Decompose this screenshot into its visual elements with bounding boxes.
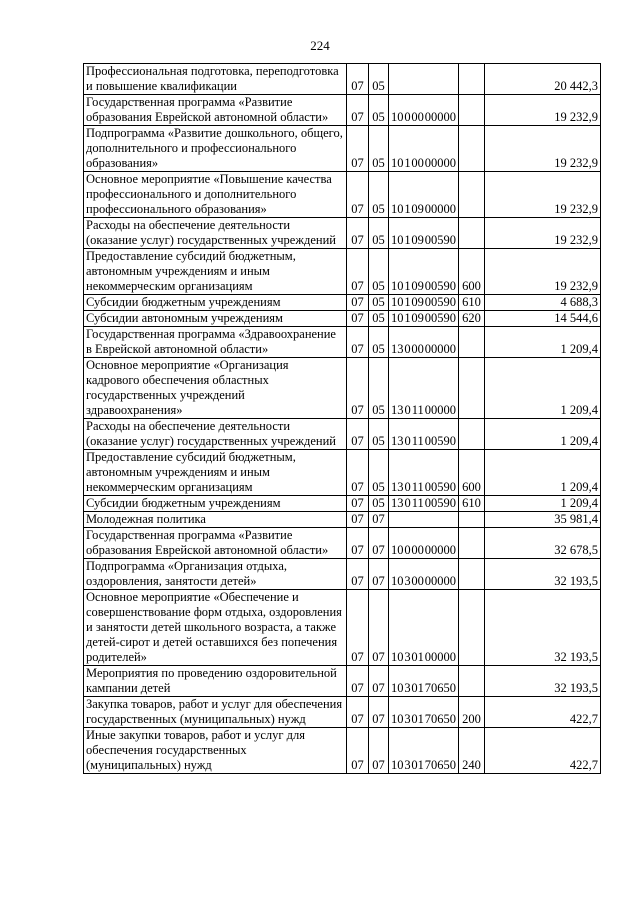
- table-row: [84, 327, 601, 358]
- program-code: 10: [391, 311, 404, 325]
- program-code: 10: [391, 110, 404, 124]
- expense-type-code: [459, 126, 485, 172]
- table-row: [84, 590, 601, 666]
- amount-value: 422,7: [485, 728, 601, 774]
- program-code: 10: [391, 543, 404, 557]
- expense-name: Подпрограмма «Развитие дошкольного, общего, дополнительного и профессионального образования»: [84, 126, 347, 172]
- target-article-code: [389, 419, 459, 450]
- table-row: [84, 64, 601, 95]
- subsection-code: 07: [369, 728, 389, 774]
- amount-value: 19 232,9: [485, 95, 601, 126]
- section-code: 07: [347, 358, 369, 419]
- activity-code: 00: [411, 110, 424, 124]
- expense-type-code: 610: [459, 496, 485, 512]
- amount-value: 19 232,9: [485, 249, 601, 295]
- subsection-code: 07: [369, 512, 389, 528]
- expense-name: Государственная программа «Здравоохранение в Еврейской автономной области»: [84, 327, 347, 358]
- table-row: [84, 295, 601, 311]
- expense-type-code: [459, 512, 485, 528]
- target-article-code: [389, 697, 459, 728]
- subsection-code: 05: [369, 450, 389, 496]
- subsection-code: 05: [369, 218, 389, 249]
- target-article-code: [389, 559, 459, 590]
- subprogram-code: 3: [404, 681, 411, 695]
- direction-code: 00590: [424, 295, 456, 309]
- page-number: 224: [310, 38, 330, 53]
- subsection-code: 07: [369, 528, 389, 559]
- expense-type-code: 600: [459, 249, 485, 295]
- expense-name: Подпрограмма «Организация отдыха, оздоровления, занятости детей»: [84, 559, 347, 590]
- amount-value: 19 232,9: [485, 172, 601, 218]
- program-code: 10: [391, 156, 404, 170]
- expense-type-code: [459, 590, 485, 666]
- activity-code: 09: [411, 202, 424, 216]
- program-code: 10: [391, 650, 404, 664]
- expense-type-code: [459, 559, 485, 590]
- target-article-code: [389, 512, 459, 528]
- expense-name: Субсидии бюджетным учреждениям: [84, 496, 347, 512]
- direction-code: 00590: [424, 434, 456, 448]
- subsection-code: 05: [369, 311, 389, 327]
- activity-code: 01: [411, 758, 424, 772]
- subprogram-code: 0: [404, 543, 411, 557]
- table-row: [84, 218, 601, 249]
- program-code: 10: [391, 758, 404, 772]
- table-row: [84, 697, 601, 728]
- section-code: 07: [347, 95, 369, 126]
- subprogram-code: 1: [404, 202, 411, 216]
- target-article-code: [389, 358, 459, 419]
- amount-value: 20 442,3: [485, 64, 601, 95]
- subsection-code: 05: [369, 64, 389, 95]
- activity-code: 00: [411, 342, 424, 356]
- program-code: 10: [391, 233, 404, 247]
- target-article-code: [389, 450, 459, 496]
- target-article-code: [389, 249, 459, 295]
- subprogram-code: 3: [404, 712, 411, 726]
- direction-code: 00590: [424, 279, 456, 293]
- target-article-code: [389, 496, 459, 512]
- program-code: 13: [391, 480, 404, 494]
- activity-code: 00: [411, 574, 424, 588]
- amount-value: 1 209,4: [485, 358, 601, 419]
- subsection-code: 05: [369, 496, 389, 512]
- direction-code: 00590: [424, 311, 456, 325]
- activity-code: 00: [411, 543, 424, 557]
- target-article-code: [389, 666, 459, 697]
- amount-value: 422,7: [485, 697, 601, 728]
- program-code: 10: [391, 279, 404, 293]
- direction-code: 00000: [424, 650, 456, 664]
- direction-code: 00000: [424, 156, 456, 170]
- direction-code: 00000: [424, 202, 456, 216]
- section-code: 07: [347, 64, 369, 95]
- target-article-code: [389, 728, 459, 774]
- program-code: 10: [391, 712, 404, 726]
- amount-value: 1 209,4: [485, 496, 601, 512]
- section-code: 07: [347, 249, 369, 295]
- section-code: 07: [347, 666, 369, 697]
- table-row: [84, 528, 601, 559]
- program-code: 10: [391, 295, 404, 309]
- section-code: 07: [347, 590, 369, 666]
- amount-value: 35 981,4: [485, 512, 601, 528]
- subsection-code: 05: [369, 249, 389, 295]
- subprogram-code: 3: [404, 758, 411, 772]
- program-code: 10: [391, 574, 404, 588]
- expense-type-code: 610: [459, 295, 485, 311]
- target-article-code: [389, 126, 459, 172]
- section-code: 07: [347, 512, 369, 528]
- section-code: 07: [347, 559, 369, 590]
- section-code: 07: [347, 327, 369, 358]
- expense-type-code: [459, 419, 485, 450]
- section-code: 07: [347, 496, 369, 512]
- table-row: [84, 172, 601, 218]
- table-row: [84, 419, 601, 450]
- expense-name: Мероприятия по проведению оздоровительной кампании детей: [84, 666, 347, 697]
- direction-code: 70650: [424, 712, 456, 726]
- amount-value: 32 193,5: [485, 559, 601, 590]
- direction-code: 70650: [424, 758, 456, 772]
- expense-name: Иные закупки товаров, работ и услуг для обеспечения государственных (муниципальных) нужд: [84, 728, 347, 774]
- amount-value: 1 209,4: [485, 450, 601, 496]
- target-article-code: [389, 528, 459, 559]
- expense-name: Государственная программа «Развитие образования Еврейской автономной области»: [84, 528, 347, 559]
- target-article-code: [389, 295, 459, 311]
- expense-name: Предоставление субсидий бюджетным, автономным учреждениям и иным некоммерческим организациям: [84, 450, 347, 496]
- table-row: [84, 666, 601, 697]
- program-code: 13: [391, 342, 404, 356]
- table-row: [84, 126, 601, 172]
- subprogram-code: 3: [404, 574, 411, 588]
- activity-code: 01: [411, 712, 424, 726]
- expense-name: Расходы на обеспечение деятельности (оказание услуг) государственных учреждений: [84, 218, 347, 249]
- amount-value: 32 193,5: [485, 666, 601, 697]
- activity-code: 01: [411, 681, 424, 695]
- target-article-code: [389, 311, 459, 327]
- activity-code: 09: [411, 295, 424, 309]
- section-code: 07: [347, 697, 369, 728]
- expense-name: Основное мероприятие «Обеспечение и совершенствование форм отдыха, оздоровления и занятости детей школьного возраста, а также детей-сирот и детей оставшихся без попечения родителей»: [84, 590, 347, 666]
- table-row: [84, 496, 601, 512]
- subsection-code: 05: [369, 419, 389, 450]
- program-code: 10: [391, 202, 404, 216]
- section-code: 07: [347, 172, 369, 218]
- expense-type-code: [459, 172, 485, 218]
- activity-code: 09: [411, 233, 424, 247]
- program-code: 13: [391, 496, 404, 510]
- program-code: 10: [391, 681, 404, 695]
- target-article-code: [389, 218, 459, 249]
- activity-code: 09: [411, 311, 424, 325]
- section-code: 07: [347, 419, 369, 450]
- activity-code: 11: [411, 434, 424, 448]
- activity-code: 00: [411, 156, 424, 170]
- amount-value: 4 688,3: [485, 295, 601, 311]
- expense-type-code: [459, 528, 485, 559]
- expense-name: Субсидии бюджетным учреждениям: [84, 295, 347, 311]
- section-code: 07: [347, 218, 369, 249]
- activity-code: 09: [411, 279, 424, 293]
- direction-code: 00000: [424, 403, 456, 417]
- expense-type-code: 240: [459, 728, 485, 774]
- target-article-code: [389, 64, 459, 95]
- table-row: [84, 358, 601, 419]
- table-row: [84, 559, 601, 590]
- expense-name: Профессиональная подготовка, переподготовка и повышение квалификации: [84, 64, 347, 95]
- subprogram-code: 0: [404, 480, 411, 494]
- direction-code: 00000: [424, 574, 456, 588]
- direction-code: 70650: [424, 681, 456, 695]
- subprogram-code: 1: [404, 279, 411, 293]
- budget-table: [83, 63, 601, 774]
- target-article-code: [389, 172, 459, 218]
- activity-code: 11: [411, 480, 424, 494]
- table-row: [84, 249, 601, 295]
- subsection-code: 05: [369, 327, 389, 358]
- expense-name: Субсидии автономным учреждениям: [84, 311, 347, 327]
- direction-code: 00590: [424, 496, 456, 510]
- expense-name: Расходы на обеспечение деятельности (оказание услуг) государственных учреждений: [84, 419, 347, 450]
- direction-code: 00000: [424, 342, 456, 356]
- subprogram-code: 0: [404, 403, 411, 417]
- section-code: 07: [347, 126, 369, 172]
- amount-value: 14 544,6: [485, 311, 601, 327]
- amount-value: 19 232,9: [485, 218, 601, 249]
- budget-table-body: [84, 64, 601, 774]
- activity-code: 11: [411, 496, 424, 510]
- direction-code: 00590: [424, 480, 456, 494]
- target-article-code: [389, 95, 459, 126]
- direction-code: 00590: [424, 233, 456, 247]
- subprogram-code: 1: [404, 311, 411, 325]
- expense-type-code: [459, 327, 485, 358]
- amount-value: 32 193,5: [485, 590, 601, 666]
- subsection-code: 05: [369, 172, 389, 218]
- amount-value: 1 209,4: [485, 327, 601, 358]
- direction-code: 00000: [424, 543, 456, 557]
- subsection-code: 07: [369, 666, 389, 697]
- program-code: 13: [391, 403, 404, 417]
- subprogram-code: 3: [404, 650, 411, 664]
- subprogram-code: 1: [404, 233, 411, 247]
- table-row: [84, 728, 601, 774]
- subsection-code: 05: [369, 295, 389, 311]
- direction-code: 00000: [424, 110, 456, 124]
- expense-type-code: [459, 64, 485, 95]
- expense-type-code: 620: [459, 311, 485, 327]
- expense-type-code: [459, 358, 485, 419]
- subprogram-code: 1: [404, 295, 411, 309]
- section-code: 07: [347, 450, 369, 496]
- expense-type-code: [459, 218, 485, 249]
- subsection-code: 05: [369, 358, 389, 419]
- subsection-code: 07: [369, 697, 389, 728]
- expense-name: Государственная программа «Развитие образования Еврейской автономной области»: [84, 95, 347, 126]
- subsection-code: 05: [369, 126, 389, 172]
- subsection-code: 07: [369, 590, 389, 666]
- table-row: [84, 311, 601, 327]
- table-row: [84, 95, 601, 126]
- section-code: 07: [347, 295, 369, 311]
- section-code: 07: [347, 528, 369, 559]
- subprogram-code: 0: [404, 496, 411, 510]
- program-code: 13: [391, 434, 404, 448]
- section-code: 07: [347, 311, 369, 327]
- expense-name: Предоставление субсидий бюджетным, автономным учреждениям и иным некоммерческим организациям: [84, 249, 347, 295]
- subprogram-code: 0: [404, 434, 411, 448]
- expense-type-code: 200: [459, 697, 485, 728]
- amount-value: 32 678,5: [485, 528, 601, 559]
- expense-name: Закупка товаров, работ и услуг для обеспечения государственных (муниципальных) нужд: [84, 697, 347, 728]
- table-row: [84, 450, 601, 496]
- expense-type-code: [459, 666, 485, 697]
- section-code: 07: [347, 728, 369, 774]
- table-row: [84, 512, 601, 528]
- amount-value: 19 232,9: [485, 126, 601, 172]
- amount-value: 1 209,4: [485, 419, 601, 450]
- expense-name: Основное мероприятие «Повышение качества профессионального и дополнительного профессионального образования»: [84, 172, 347, 218]
- subprogram-code: 0: [404, 110, 411, 124]
- target-article-code: [389, 590, 459, 666]
- target-article-code: [389, 327, 459, 358]
- subprogram-code: 0: [404, 342, 411, 356]
- subsection-code: 05: [369, 95, 389, 126]
- expense-name: Основное мероприятие «Организация кадрового обеспечения областных государственных учреждений здравоохранения»: [84, 358, 347, 419]
- activity-code: 11: [411, 403, 424, 417]
- activity-code: 01: [411, 650, 424, 664]
- subprogram-code: 1: [404, 156, 411, 170]
- subsection-code: 07: [369, 559, 389, 590]
- expense-type-code: 600: [459, 450, 485, 496]
- expense-name: Молодежная политика: [84, 512, 347, 528]
- expense-type-code: [459, 95, 485, 126]
